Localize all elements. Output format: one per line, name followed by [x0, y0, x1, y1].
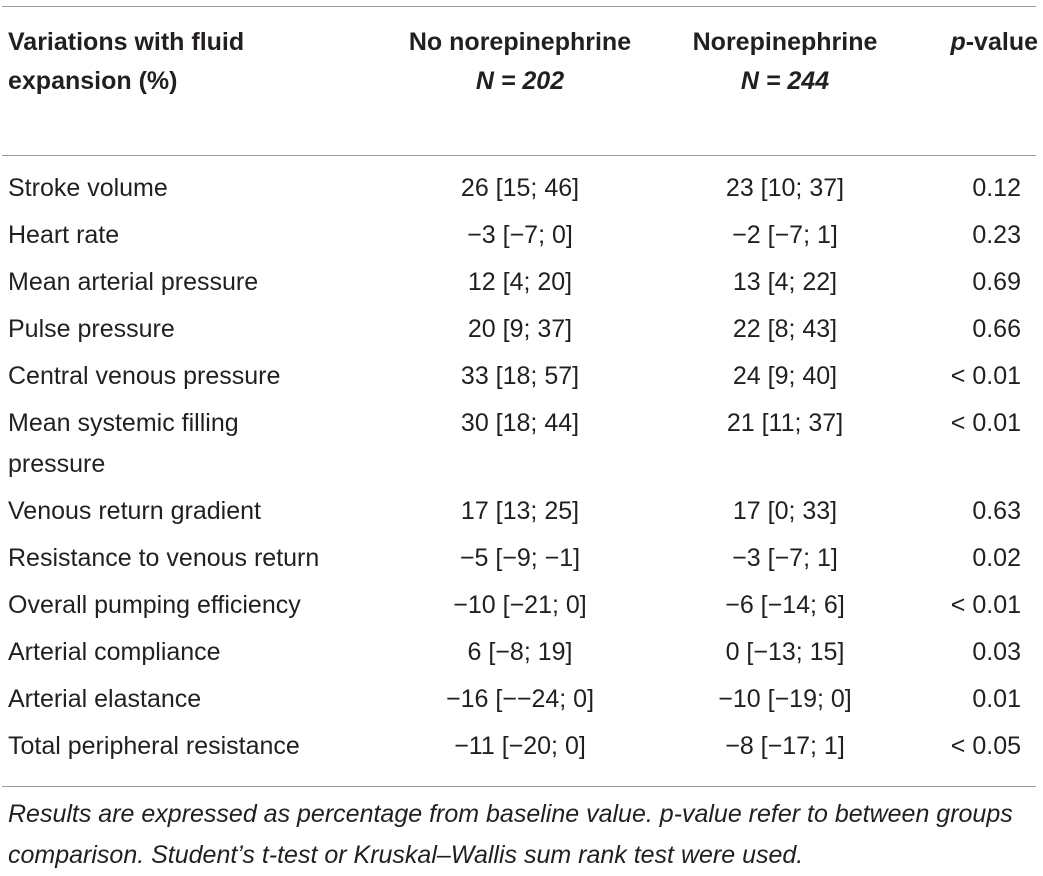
cell-no-norepinephrine: −5 [−9; −1] [459, 544, 581, 572]
header-norepinephrine [660, 23, 910, 101]
table-row [0, 356, 1043, 403]
row-label: Pulse pressure [8, 315, 175, 343]
cell-norepinephrine: 24 [9; 40] [732, 362, 838, 390]
cell-norepinephrine: −2 [−7; 1] [732, 221, 838, 249]
header-pvalue-p: p [950, 28, 966, 56]
row-label: Mean systemic filling pressure [8, 409, 239, 478]
cell-no-norepinephrine: 33 [18; 57] [460, 362, 580, 390]
cell-pvalue: < 0.01 [950, 362, 1021, 390]
row-label: Stroke volume [8, 174, 168, 202]
row-label: Overall pumping efficiency [8, 591, 301, 619]
table-top-rule [2, 6, 1036, 7]
table-row [0, 168, 1043, 215]
table-row [0, 403, 1043, 491]
row-label: Venous return gradient [8, 497, 261, 525]
cell-pvalue: 0.12 [972, 174, 1021, 202]
header-variable: Variations with fluid expansion (%) [8, 28, 245, 95]
row-label: Mean arterial pressure [8, 268, 259, 296]
cell-no-norepinephrine: −11 [−20; 0] [454, 732, 586, 760]
header-norepinephrine-name: Norepinephrine [692, 28, 878, 56]
cell-no-norepinephrine: 20 [9; 37] [467, 315, 573, 343]
header-pvalue-rest: -value [965, 28, 1038, 56]
table-row [0, 538, 1043, 585]
row-label: Resistance to venous return [8, 544, 320, 572]
cell-pvalue: < 0.01 [950, 591, 1021, 619]
row-label: Central venous pressure [8, 362, 281, 390]
row-label: Heart rate [8, 221, 120, 249]
header-pvalue [900, 23, 1038, 62]
cell-pvalue: < 0.05 [950, 732, 1021, 760]
header-no-norepinephrine-n: N = 202 [475, 67, 565, 95]
cell-norepinephrine: 17 [0; 33] [732, 497, 838, 525]
cell-no-norepinephrine: −3 [−7; 0] [467, 221, 573, 249]
table-row [0, 309, 1043, 356]
cell-no-norepinephrine: 17 [13; 25] [460, 497, 580, 525]
table-row [0, 632, 1043, 679]
cell-norepinephrine: 13 [4; 22] [732, 268, 838, 296]
cell-pvalue: 0.23 [972, 221, 1021, 249]
cell-norepinephrine: 0 [−13; 15] [725, 638, 845, 666]
cell-pvalue: 0.63 [972, 497, 1021, 525]
table-row [0, 491, 1043, 538]
cell-norepinephrine: −6 [−14; 6] [725, 591, 845, 619]
header-rule [2, 155, 1036, 156]
header-no-norepinephrine-name: No norepinephrine [408, 28, 632, 56]
cell-no-norepinephrine: 12 [4; 20] [467, 268, 573, 296]
cell-norepinephrine: 23 [10; 37] [725, 174, 845, 202]
table-row [0, 726, 1043, 773]
table-row [0, 679, 1043, 726]
table-footnote: Results are expressed as percentage from baseline value. p-value refer to between groups comparison. Student’s t-test or Kruskal–Wallis sum rank test were used. [8, 800, 1013, 869]
cell-no-norepinephrine: 6 [−8; 19] [467, 638, 573, 666]
cell-pvalue: 0.69 [972, 268, 1021, 296]
cell-pvalue: 0.66 [972, 315, 1021, 343]
row-label: Total peripheral resistance [8, 732, 300, 760]
row-label: Arterial elastance [8, 685, 202, 713]
header-no-norepinephrine [365, 23, 675, 101]
cell-norepinephrine: −8 [−17; 1] [725, 732, 845, 760]
table-row [0, 262, 1043, 309]
cell-norepinephrine: −3 [−7; 1] [732, 544, 838, 572]
cell-no-norepinephrine: 26 [15; 46] [460, 174, 580, 202]
cell-no-norepinephrine: −10 [−21; 0] [453, 591, 587, 619]
cell-norepinephrine: 21 [11; 37] [726, 409, 844, 437]
table-row [0, 215, 1043, 262]
cell-no-norepinephrine: −16 [−−24; 0] [445, 685, 595, 713]
cell-pvalue: 0.03 [972, 638, 1021, 666]
cell-pvalue: 0.02 [972, 544, 1021, 572]
cell-norepinephrine: −10 [−19; 0] [718, 685, 852, 713]
cell-pvalue: 0.01 [972, 685, 1021, 713]
table-body [0, 168, 1043, 773]
cell-pvalue: < 0.01 [950, 409, 1021, 437]
table-row [0, 585, 1043, 632]
row-label: Arterial compliance [8, 638, 221, 666]
header-norepinephrine-n: N = 244 [740, 67, 830, 95]
table-bottom-rule [2, 786, 1036, 787]
cell-norepinephrine: 22 [8; 43] [732, 315, 838, 343]
cell-no-norepinephrine: 30 [18; 44] [460, 409, 580, 437]
